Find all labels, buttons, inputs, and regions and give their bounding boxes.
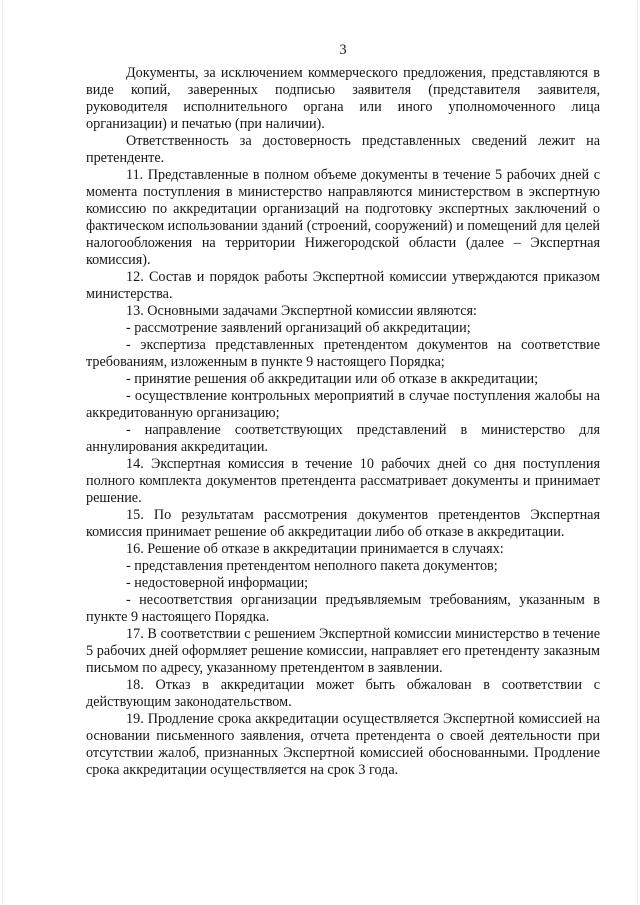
list-item-13-4: - осуществление контрольных мероприятий в случае поступления жалобы на аккредитованную организацию; xyxy=(86,388,600,421)
paragraph-16: 16. Решение об отказе в аккредитации принимается в случаях: xyxy=(126,541,504,557)
paragraph-11: 11. Представленные в полном объеме документы в течение 5 рабочих дней с момента поступления в министерство направляются министерством в экспертную комиссию по аккредитации организаций на подготовку экспертных заключений о фактическом использовании зданий (строений, сооружений) и помещений для целей налогообложения на территории Нижегородской области (далее – Экспертная комиссия). xyxy=(86,167,600,268)
paragraph-17: 17. В соответствии с решением Экспертной комиссии министерство в течение 5 рабочих дней оформляет решение комиссии, направляет его претенденту заказным письмом по адресу, указанному претендентом в заявлении. xyxy=(86,626,600,676)
list-item-13-3: - принятие решения об аккредитации или об отказе в аккредитации; xyxy=(126,371,539,387)
paragraph-19: 19. Продление срока аккредитации осуществляется Экспертной комиссией на основании письменного заявления, отчета претендента о своей деятельности при отсутствии жалоб, признанных Экспертной комиссией обоснованными. Продление срока аккредитации осуществляется на срок 3 года. xyxy=(86,711,600,778)
paragraph-15: 15. По результатам рассмотрения документов претендентов Экспертная комиссия принимает решение об аккредитации либо об отказе в аккредитации. xyxy=(86,507,600,540)
list-item-13-2: - экспертиза представленных претендентом документов на соответствие требованиям, изложенным в пункте 9 настоящего Порядка; xyxy=(86,337,600,370)
list-item-16-1: - представления претендентом неполного пакета документов; xyxy=(126,558,498,574)
paragraph-14: 14. Экспертная комиссия в течение 10 рабочих дней со дня поступления полного комплекта документов претендента рассматривает документы и принимает решение. xyxy=(86,456,600,506)
paragraph-responsibility: Ответственность за достоверность представленных сведений лежит на претенденте. xyxy=(86,133,600,166)
page-number: 3 xyxy=(339,42,347,58)
scan-edge-right xyxy=(637,0,638,905)
paragraph-12: 12. Состав и порядок работы Экспертной комиссии утверждаются приказом министерства. xyxy=(86,269,600,302)
list-item-16-2: - недостоверной информации; xyxy=(126,575,309,591)
paragraph-18: 18. Отказ в аккредитации может быть обжалован в соответствии с действующим законодательством. xyxy=(86,677,600,710)
list-item-13-5: - направление соответствующих представлений в министерство для аннулирования аккредитации. xyxy=(86,422,600,455)
paragraph-documents-copies: Документы, за исключением коммерческого предложения, представляются в виде копий, заверенных подписью заявителя (представителя заявителя, руководителя исполнительного органа или иного уполномоченного лица организации) и печатью (при наличии). xyxy=(86,65,600,132)
list-item-13-1: - рассмотрение заявлений организаций об аккредитации; xyxy=(126,320,471,336)
list-item-16-3: - несоответствия организации предъявляемым требованиям, указанным в пункте 9 настоящего Порядка. xyxy=(86,592,600,625)
paragraph-13: 13. Основными задачами Экспертной комиссии являются: xyxy=(126,303,477,319)
scan-edge-left xyxy=(2,0,3,905)
